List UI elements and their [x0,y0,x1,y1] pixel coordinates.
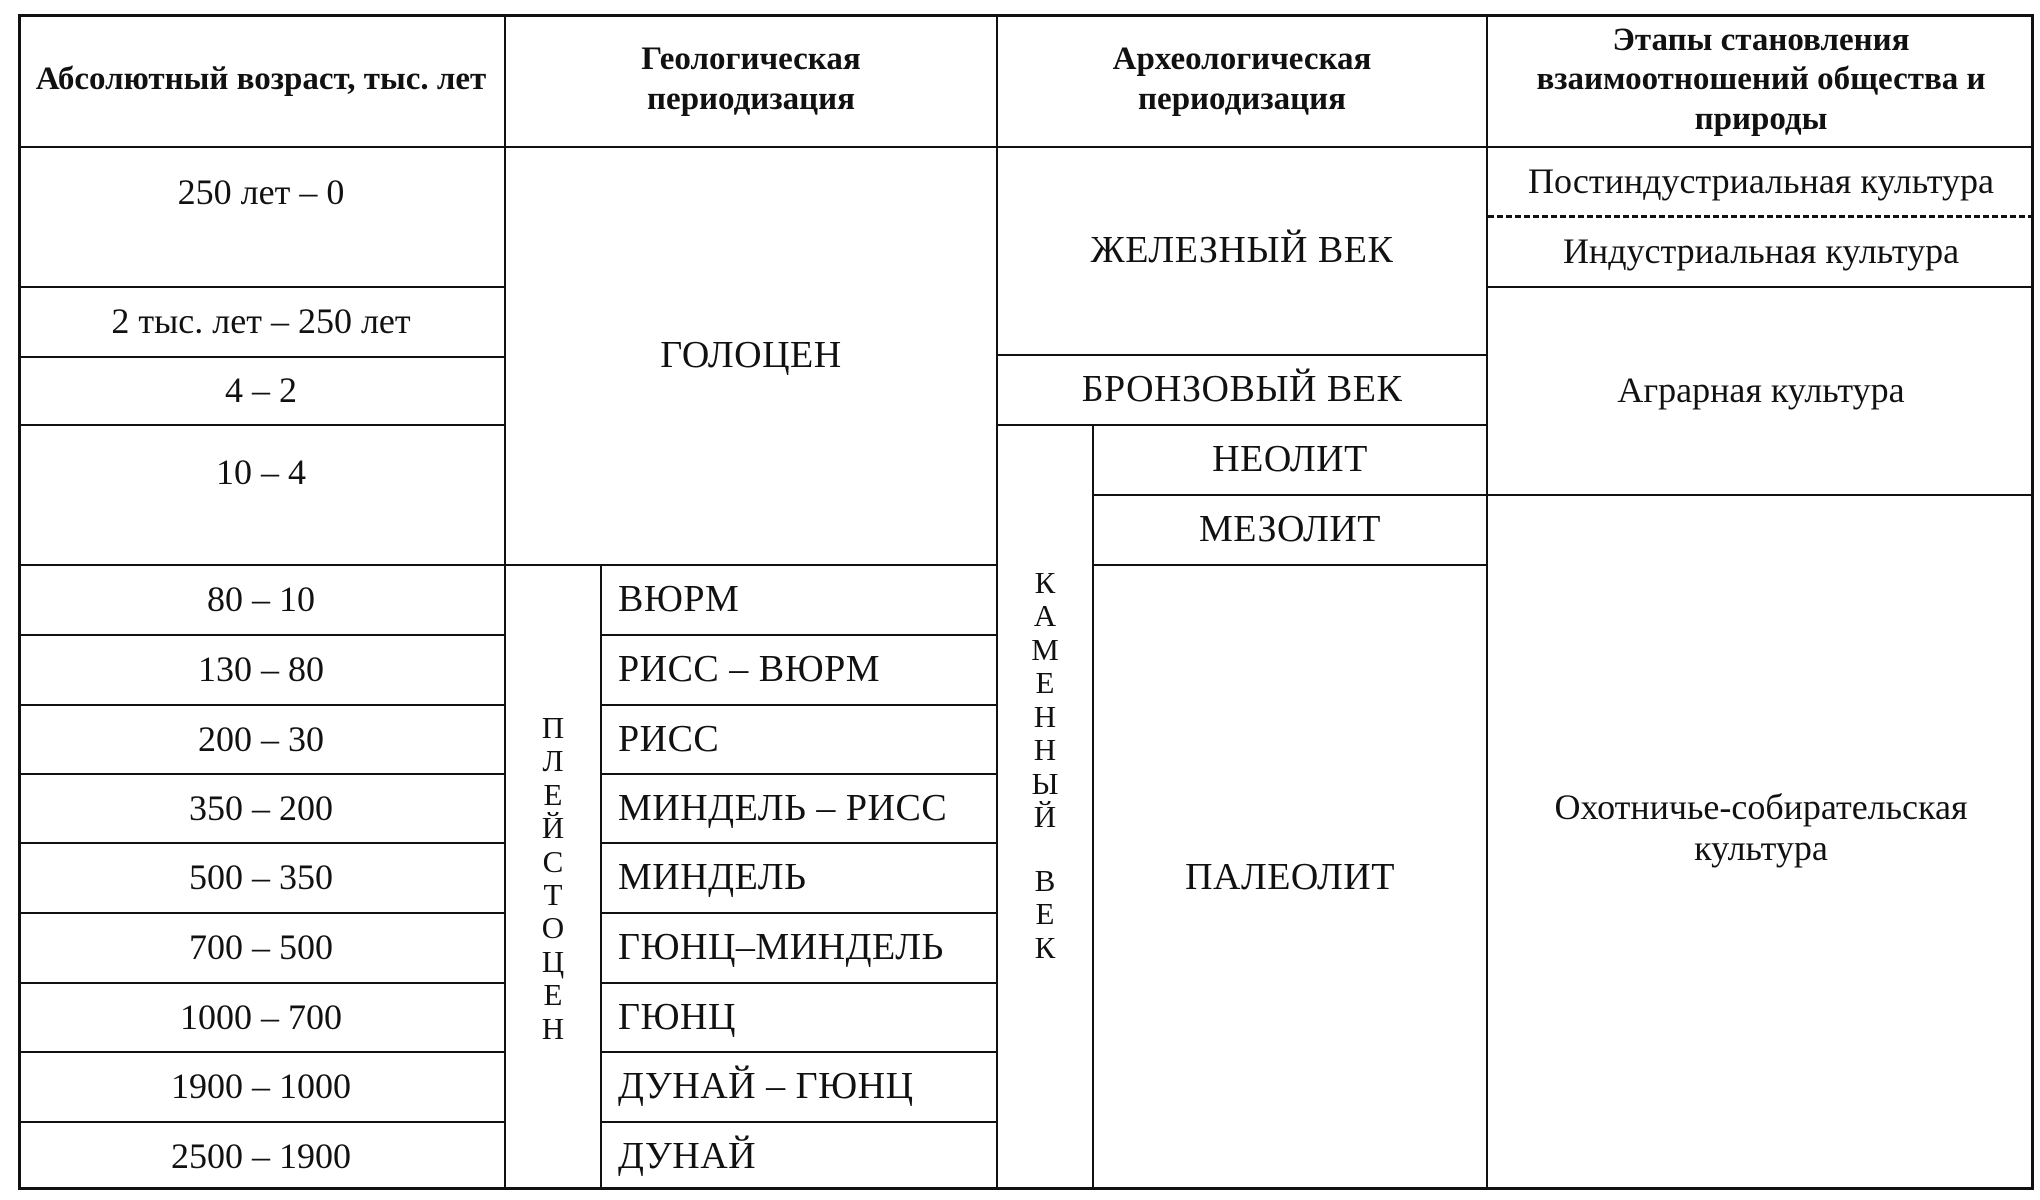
arch-mesolithic-label: МЕЗОЛИТ [1199,508,1381,551]
age-value: 130 – 80 [198,649,324,690]
geo-stage-label: ДУНАЙ – ГЮНЦ [618,1065,914,1108]
geo-stage-label: МИНДЕЛЬ – РИСС [618,786,948,829]
age-row [18,706,506,775]
culture-agrarian-label: Аграрная культура [1617,370,1905,411]
geo-stage-label: ДУНАЙ [618,1134,757,1177]
culture-postindustrial-label: Постиндустриальная культура [1528,160,1994,201]
age-row [18,844,506,914]
geo-stage [602,844,998,914]
age-value: 700 – 500 [189,927,333,968]
culture-agrarian [1488,288,2034,496]
arch-iron-age [998,148,1488,356]
culture-hunter-gatherer [1488,496,2034,1190]
geo-stage-label: РИСС [618,717,720,760]
geo-stage [602,1053,998,1123]
age-row [18,1053,506,1123]
age-value: 250 лет – 0 [177,172,345,212]
age-row [18,636,506,706]
geo-stage-label: МИНДЕЛЬ [618,856,807,899]
age-row [18,426,506,566]
age-value: 2500 – 1900 [171,1135,351,1176]
arch-neolithic-label: НЕОЛИТ [1212,438,1368,481]
arch-mesolithic [1094,496,1488,566]
age-value: 1000 – 700 [180,996,342,1037]
header-age [18,14,506,148]
culture-industrial [1488,218,2034,288]
age-value: 2 тыс. лет – 250 лет [111,301,411,342]
geo-stage [602,566,998,636]
age-row [18,358,506,426]
arch-neolithic [1094,426,1488,496]
age-row [18,148,506,288]
header-arch-label: Археологическая периодизация [1112,41,1372,117]
header-age-label: Абсолютный возраст, тыс. лет [35,61,487,98]
culture-industrial-label: Индустриальная культура [1562,231,1960,272]
arch-paleolithic-label: ПАЛЕОЛИТ [1185,856,1395,899]
age-row [18,566,506,636]
culture-hunter-gatherer-label: Охотничье-собирательская культура [1554,786,1968,868]
age-row [18,984,506,1053]
geo-stage-label: ГЮНЦ–МИНДЕЛЬ [618,926,944,969]
geo-stage [602,636,998,706]
age-value: 4 – 2 [225,370,297,411]
culture-postindustrial [1488,148,2034,218]
geo-pleistocene [506,566,602,1190]
geo-stage [602,1123,998,1190]
geo-stage-label: ГЮНЦ [618,995,736,1038]
age-row [18,1123,506,1190]
arch-bronze-label: БРОНЗОВЫЙ ВЕК [1081,368,1403,411]
geo-holocene [506,148,998,566]
header-geo [506,14,998,148]
age-row [18,914,506,984]
age-value: 10 – 4 [216,452,306,492]
geo-stage-label: РИСС – ВЮРМ [618,648,881,691]
age-row [18,775,506,844]
age-value: 80 – 10 [207,579,315,620]
age-value: 350 – 200 [189,787,333,828]
geo-holocene-label: ГОЛОЦЕН [660,334,842,377]
header-arch [998,14,1488,148]
geo-stage [602,706,998,775]
header-geo-label: Геологическая периодизация [641,41,861,117]
geo-stage [602,775,998,844]
arch-stone-label: К А М Е Н Н Ы Й В Е К [1031,565,1059,965]
arch-bronze-age [998,356,1488,426]
arch-iron-label: ЖЕЛЕЗНЫЙ ВЕК [1090,229,1394,272]
header-stages-label: Этапы становления взаимоотношений общества и природы [1536,21,1986,137]
header-stages [1488,14,2034,148]
geo-stage-label: ВЮРМ [618,578,740,621]
age-value: 1900 – 1000 [171,1066,351,1107]
geo-stage [602,984,998,1053]
geo-stage [602,914,998,984]
age-value: 500 – 350 [189,857,333,898]
arch-stone-age [998,426,1094,1190]
age-value: 200 – 30 [198,718,324,759]
age-row [18,288,506,358]
arch-paleolithic [1094,566,1488,1190]
geo-pleistocene-label: П Л Е Й С Т О Ц Е Н [541,709,565,1046]
